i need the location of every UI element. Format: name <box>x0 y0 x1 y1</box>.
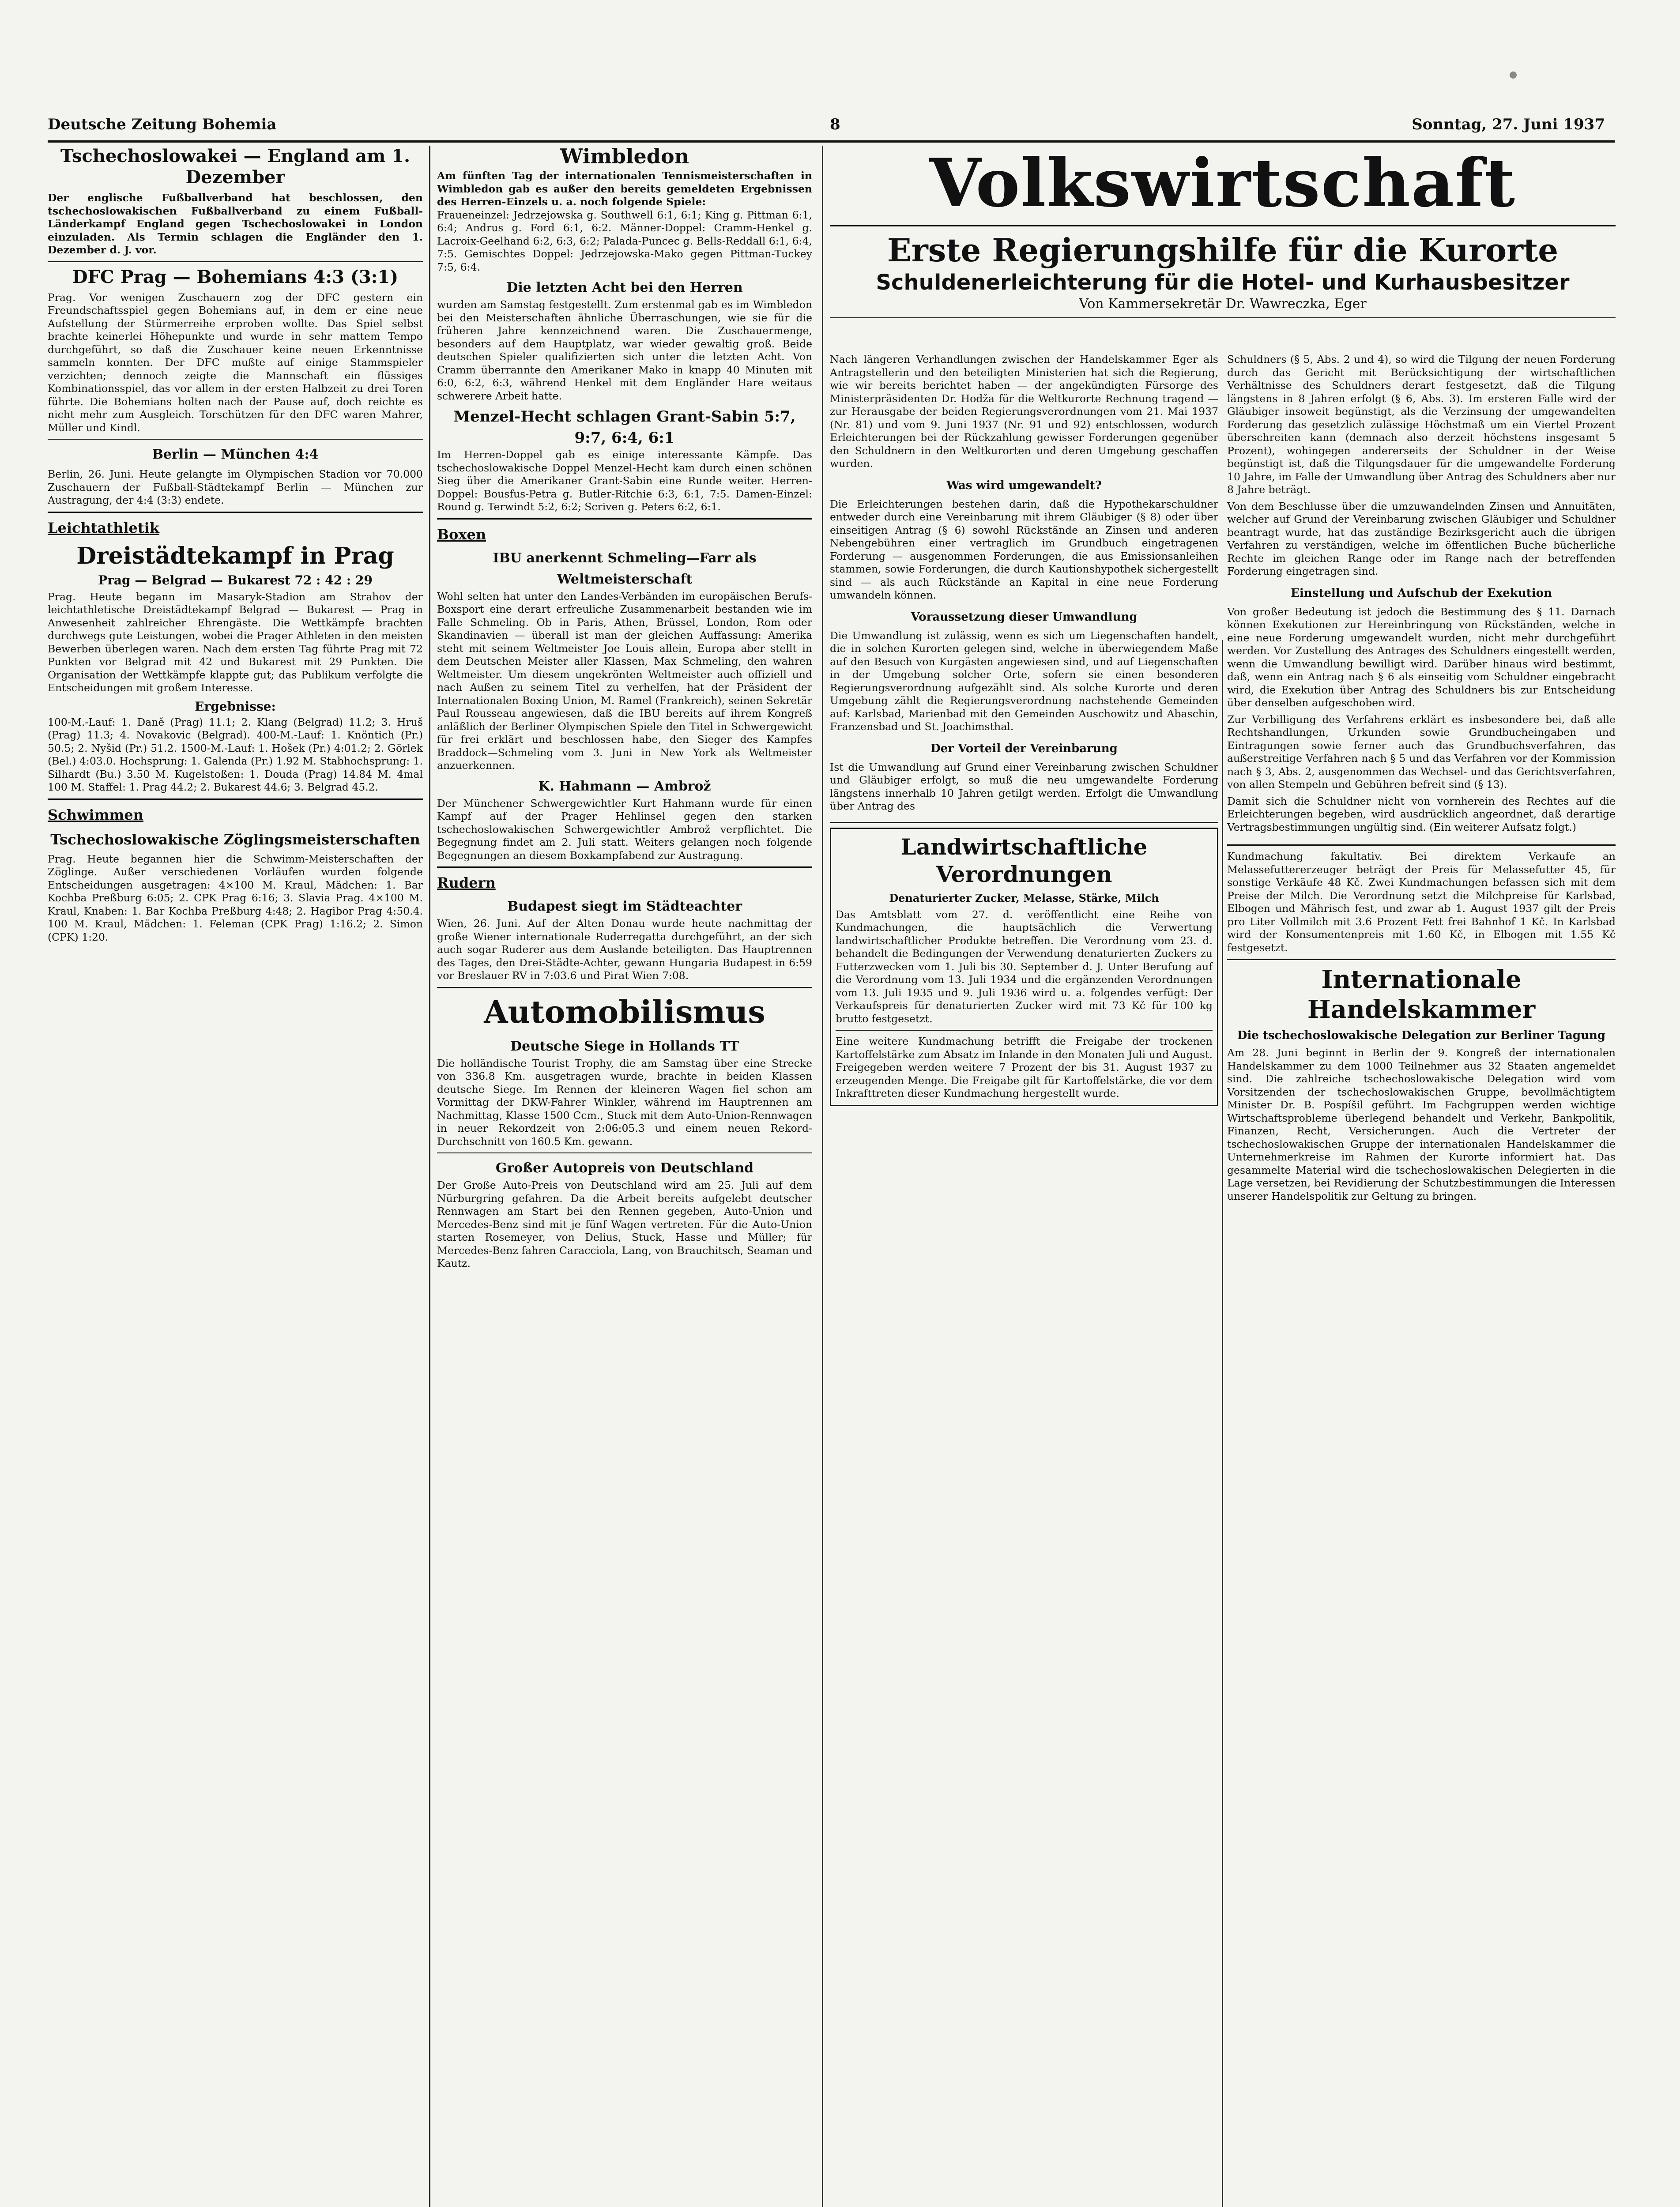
article-body: Berlin, 26. Juni. Heute gelangte im Olympischen Stadion vor 70.000 Zuschauern der Fußball-Städtekampf Berlin — München zur Austragung, der 4:4 (3:3) endete. <box>48 468 423 506</box>
subsection-title: Was wird umgewandelt? <box>946 478 1102 492</box>
article-subtitle: Die tschechoslowakische Delegation zur Berliner Tagung <box>1237 1029 1606 1042</box>
divider <box>437 987 812 988</box>
divider <box>830 225 1616 226</box>
article-body: Zur Verbilligung des Verfahrens erklärt es insbesondere bei, daß alle Rechtshandlungen, Urkunden sowie Grundbucheingaben und Eintragungen sowie ferner auch das Grundbuchsverfahren, das außerstreitige Verfahren nach § 5 und das Verfahren vor der Kommission nach § 3, Abs. 2, ausgenommen das Wechsel- und das Gerichtsverfahren, von allen Stempeln und Gebühren befreit sind (§ 13). <box>1227 713 1616 791</box>
article-subtitle: Prag — Belgrad — Bukarest 72 : 42 : 29 <box>98 572 373 588</box>
column-1 <box>48 146 423 2207</box>
article-title: Großer Autopreis von Deutschland <box>495 1160 754 1176</box>
section-heading: Leichtathletik <box>48 519 159 536</box>
divider <box>48 798 423 800</box>
article-body: Prag. Vor wenigen Zuschauern zog der DFC gestern ein Freundschaftsspiel gegen Bohemians auf, in dem er eine neue Aufstellung der Stürmerreihe erproben wollte. Das Spiel selbst brachte keinerlei Höhepunkte und wurde in sehr mattem Tempo durchgeführt, so daß die Zuschauer keine neuen Erkenntnisse sammeln konnten. Der DFC mußte auf einige Stammspieler verzichten; dennoch zeigte die Mannschaft ein flüssiges Kombinationsspiel, das vor allem in der ersten Halbzeit zu drei Toren führte. Die Bohemians holten nach der Pause auf, doch reichte es nicht mehr zum Ausgleich. Torschützen für den DFC waren Mahrer, Müller und Kindl. <box>48 291 423 434</box>
scan-speck <box>1510 72 1517 79</box>
article-title: Deutsche Siege in Hollands TT <box>510 1038 739 1054</box>
divider <box>437 1152 812 1153</box>
results-list: 100-M.-Lauf: 1. Daně (Prag) 11.1; 2. Klang (Belgrad) 11.2; 3. Hruš (Prag) 11.3; 4. Novakovic (Belgrad). 400-M.-Lauf: 1. Knöntich (Pr.) 50.5; 2. Nyšid (Pr.) 51.2. 1500-M.-Lauf: 1. Hošek (Pr.) 4:01.2; 2. Görlek (Bel.) 4:03.0. Hochsprung: 1. Galenda (Pr.) 1.92 M. Stabhochsprung: 1. Silhardt (Bu.) 3.50 M. Kugelstoßen: 1. Douda (Prag) 14.84 M. 4mal 100 M. Staffel: 1. Prag 44.2; 2. Bukarest 44.6; 3. Belgrad 45.2. <box>48 716 423 793</box>
article-body: Der Münchener Schwergewichtler Kurt Hahmann wurde für einen Kampf auf der Prager Hehlinsel gegen den starken tschechoslowakischen Schwergewichtler Ambrož verpflichtet. Die Begegnung findet am 2. Juli statt. Weiters gelangen noch folgende Begegnungen an diesem Boxkampfabend zur Austragung. <box>437 797 812 862</box>
divider <box>48 439 423 440</box>
agriculture-box <box>830 828 1218 1106</box>
divider <box>836 1030 1213 1031</box>
subsection-title: Einstellung und Aufschub der Exekution <box>1291 586 1552 600</box>
article-title: Internationale Handelskammer <box>1307 965 1536 1024</box>
divider <box>830 822 1218 823</box>
section-masthead: Volkswirtschaft <box>929 144 1516 222</box>
article-title: Budapest siegt im Städteachter <box>507 899 742 914</box>
article-body: Wohl selten hat unter den Landes-Verbänden im europäischen Berufs-Boxsport eine derart erfreuliche Zusammenarbeit bestanden wie im Falle Schmeling. Ob in Paris, Athen, Brüssel, London, Rom oder Skandinavien — überall ist man der gleichen Auffassung: Amerika steht mit seinem Weltmeister Joe Louis allein, Europa aber stellt in dem Deutschen Meister aller Klassen, Max Schmeling, den wahren Weltmeister. Um diesem ungekrönten Weltmeister auch offiziell und nach Außen zu seinem Titel zu verhelfen, hat der Präsident der Internationalen Boxing Union, M. Ramel (Frankreich), seinen Sekretär Paul Rousseau angewiesen, daß die IBU bereits auf ihrem Kongreß anläßlich der Berliner Olympischen Spiele den Titel in Schwergewicht für frei erklärt und beschlossen habe, den Sieger des Kampfes Braddock—Schmeling vom 3. Juni in New York als Weltmeister anzuerkennen. <box>437 590 812 772</box>
column-divider <box>822 146 823 2207</box>
issue-date: Sonntag, 27. Juni 1937 <box>1412 116 1605 133</box>
article-title: K. Hahmann — Ambrož <box>538 778 711 794</box>
column-divider <box>429 146 430 2207</box>
column-4 <box>1227 353 1616 2207</box>
article-title: Tschechoslowakei — England am 1. Dezember <box>60 146 411 188</box>
article-body: Nach längeren Verhandlungen zwischen der Handelskammer Eger als Antragstellerin und den beteiligten Ministerien hat sich die Regierung, wie wir bereits berichtet haben — der angekündigten Fürsorge des Ministerpräsidenten Dr. Hodža für die Weltkurorte Rechnung tragend — zur Herausgabe der beiden Regierungsverordnungen vom 21. Mai 1937 (Nr. 81) und vom 9. Juni 1937 (Nr. 91 und 92) entschlossen, wodurch Erleichterungen bei der Rückzahlung gewisser Forderungen gegenüber den Schuldnern in den Weltkurorten und deren Umgebung geschaffen wurden. <box>830 353 1218 470</box>
article-body: Am 28. Juni beginnt in Berlin der 9. Kongreß der internationalen Handelskammer zu dem 1000 Teilnehmer aus 32 Staaten angemeldet sind. Die zahlreiche tschechoslowakische Delegation wird vom Vorsitzenden der tschechoslowakischen Gruppe, bevollmächtigtem Minister Dr. B. Pospíšil geführt. Im Fachgruppen werden wichtige Wirtschaftsprobleme überlegend behandelt und Verkehr, Bankpolitik, Finanzen, Recht, Versicherungen. Auch die Vertreter der tschechoslowakischen Gruppe der internationalen Handelskammer die Unternehmerkreise im Rahmen der Kurorte informiert hat. Das gesammelte Material wird die tschechoslowakischen Delegierten in die Lage versetzen, bei Revidierung der Schutzbestimmungen die Interessen unserer Handelspolitik zur Geltung zu bringen. <box>1227 1047 1616 1202</box>
divider <box>1227 959 1616 960</box>
article-lead: Der englische Fußballverband hat beschlossen, den tschechoslowakischen Fußballverband zu einem Fußball-Länderkampf England gegen Tschechoslowakei in London einzuladen. Als Termin schlagen die Engländer den 1. Dezember d. J. vor. <box>48 192 423 256</box>
article-title: DFC Prag — Bohemians 4:3 (3:1) <box>72 266 399 287</box>
article-results: Fraueneinzel: Jedrzejowska g. Southwell 6:1, 6:1; King g. Pittman 6:1, 6:4; Andrus g. Ford 6:1, 6:2. Männer-Doppel: Cramm-Henkel g. Lacroix-Geelhand 6:2, 6:3, 6:2; Palada-Puncec g. Bells-Reddall 6:1, 6:4, 7:5. Gemischtes Doppel: Jedrzejowska-Mako gegen Pittman-Tuckey 7:5, 6:4. <box>437 208 812 273</box>
article-body: Schuldners (§ 5, Abs. 2 und 4), so wird die Tilgung der neuen Forderung durch das Gericht mit Berücksichtigung der wirtschaftlichen Verhältnisse des Schuldners derart festgesetzt, daß die Tilgung längstens in 8 Jahren erfolgt (§ 6, Abs. 3). Im ersteren Falle wird der Gläubiger insoweit begünstigt, als die Verzinsung der umgewandelten Forderung das gesetzlich zulässige Höchstmaß um ein Viertel Prozent überschreiten kann (demnach also derzeit höchstens insgesamt 5 Prozent), wohingegen andererseits der Schuldner in der Weise begünstigt ist, daß die Tilgungsdauer für die umgewandelte Forderung 10 Jahre, im Falle der Umwandlung über Antrag des Schuldners aber nur 8 Jahre beträgt. <box>1227 353 1616 496</box>
article-body: Wien, 26. Juni. Auf der Alten Donau wurde heute nachmittag der große Wiener internationale Ruderregatta durchgeführt, an der sich auch sogar Ruderer aus dem Auslande beteiligten. Das Hauptrennen des Tages, den Drei-Städte-Achter, gewann Hungaria Budapest in 6:59 vor Breslauer RV in 7:03.6 und Pirat Wien 7:08. <box>437 917 812 982</box>
subsection-title: Der Vorteil der Vereinbarung <box>930 742 1118 755</box>
main-subheadline: Schuldenerleichterung für die Hotel- und Kurhausbesitzer <box>876 270 1570 295</box>
article-title: Landwirtschaftliche Verordnungen <box>900 833 1148 887</box>
article-body: Eine weitere Kundmachung betrifft die Freigabe der trockenen Kartoffelstärke zum Absatz im Inlande in den Monaten Juli und August. Freigegeben werden weitere 7 Prozent der bis 31. August 1937 zu erzeugenden Menge. Die Freigabe gilt für Kartoffelstärke, die vor dem Inkrafttreten dieser Kundmachung hergestellt wurde. <box>836 1035 1213 1100</box>
byline: Von Kammersekretär Dr. Wawreczka, Eger <box>1079 296 1367 312</box>
article-subtitle: Denaturierter Zucker, Melasse, Stärke, Milch <box>889 891 1159 904</box>
article-title: Berlin — München 4:4 <box>152 447 319 462</box>
article-title: Menzel-Hecht schlagen Grant-Sabin 5:7, 9:7, 6:4, 6:1 <box>453 408 796 447</box>
article-body: wurden am Samstag festgestellt. Zum erstenmal gab es im Wimbledon bei den Meisterschaften ähnliche Überraschungen, wie sie für die früheren Jahre kennzeichnend waren. Die Zuschauermenge, besonders auf dem Hauptplatz, war wieder gewaltig groß. Beide deutschen Spieler qualifizierten sich unter die letzten Acht. Von Cramm überrannte den Amerikaner Mako in knapp 40 Minuten mit 6:0, 6:2, 6:3, während Henkel mit dem Engländer Hare weitaus schwerere Arbeit hatte. <box>437 298 812 402</box>
article-body: Von dem Beschlusse über die umzuwandelnden Zinsen und Annuitäten, welcher auf Grund der Vereinbarung zwischen Gläubiger und Schuldner beantragt wurde, hat das zuständige Bezirksgericht auch die übrigen Verfahren zu verständigen, welche im öffentlichen Buche bücherliche Rechte im gleichen Range oder im Range nach der betreffenden Forderung eingetragen sind. <box>1227 500 1616 577</box>
column-3 <box>830 353 1218 2207</box>
column-2 <box>437 146 812 2207</box>
article-body: Damit sich die Schuldner nicht von vornherein des Rechtes auf die Erleichterungen begeben, wird ausdrücklich angeordnet, daß derartige Vertragsbestimmungen ungültig sind. (Ein weiterer Aufsatz folgt.) <box>1227 795 1616 833</box>
section-heading: Schwimmen <box>48 806 143 823</box>
main-headline: Erste Regierungshilfe für die Kurorte <box>887 231 1559 269</box>
article-body: Im Herren-Doppel gab es einige interessante Kämpfe. Das tschechoslowakische Doppel Menzel-Hecht kam durch einen schönen Sieg über die Amerikaner Grant-Sabin eine Runde weiter. Herren-Doppel: Bousfus-Petra g. Butler-Ritchie 6:3, 6:1, 7:5. Damen-Einzel: Round g. Terwindt 5:2, 6:2; Scriven g. Peters 6:2, 6:1. <box>437 448 812 513</box>
results-label: Ergebnisse: <box>195 699 276 714</box>
article-lead: Am fünften Tag der internationalen Tennismeisterschaften in Wimbledon gab es außer den bereits gemeldeten Ergebnissen des Herren-Einzels u. a. noch folgende Spiele: <box>437 169 812 208</box>
article-body: Das Amtsblatt vom 27. d. veröffentlicht eine Reihe von Kundmachungen, die hauptsächlich die Verwertung landwirtschaftlicher Produkte betreffen. Die Verordnung vom 23. d. behandelt die Bedingungen der Verwendung denaturierten Zuckers zu Futterzwecken vom 1. Juli bis 30. September d. J. Unter Berufung auf die Verordnung vom 13. Juli 1934 und die ergänzenden Verordnungen vom 13. Juli 1935 und 9. Juli 1936 wird u. a. folgendes verfügt: Der Verkaufspreis für denaturierten Zucker wird mit 73 Kč für 100 kg brutto festgesetzt. <box>836 908 1213 1025</box>
divider <box>437 518 812 520</box>
article-body: Ist die Umwandlung auf Grund einer Vereinbarung zwischen Schuldner und Gläubiger erfolgt, so muß die neu umgewandelte Forderung längstens innerhalb 10 Jahren getilgt werden. Erfolgt die Umwandlung über Antrag des <box>830 761 1218 812</box>
column-divider <box>1222 640 1223 2207</box>
article-body: Die Umwandlung ist zulässig, wenn es sich um Liegenschaften handelt, die in solchen Kurorten gelegen sind, welche in überwiegendem Maße auf den Besuch von Kurgästen angewiesen sind, und auf Liegenschaften in der Umgebung solcher Orte, sofern sie einen besonderen Regierungsverordnung aufgezählt sind. Als solche Kurorte und deren Umgebung zählt die Regierungsverordnung nachstehende Gemeinden auf: Karlsbad, Marienbad mit den Gemeinden Auschowitz und Abaschin, Franzensbad und St. Joachimsthal. <box>830 629 1218 733</box>
divider <box>437 866 812 868</box>
divider <box>1227 844 1616 846</box>
article-body: Von großer Bedeutung ist jedoch die Bestimmung des § 11. Darnach können Exekutionen zur Hereinbringung von Rückständen, welche in eine neue Forderung umgewandelt wurden, nicht mehr durchgeführt werden. Vor Zustellung des Antrages des Schuldners eingestellt werden, wenn die Umwandlung bewilligt wird. Darüber hinaus wird bestimmt, daß, wenn ein Antrag nach § 6 als einseitig vom Schuldner eingebracht wird, die Exekution über Antrag des Schuldners bis zur Entscheidung über denselben aufgeschoben wird. <box>1227 605 1616 709</box>
article-title: Wimbledon <box>560 146 689 168</box>
page-number: 8 <box>830 116 840 133</box>
header-rule <box>48 140 1615 143</box>
divider <box>48 261 423 262</box>
article-body: Der Große Auto-Preis von Deutschland wird am 25. Juli auf dem Nürburgring gefahren. Da die Arbeit bereits aufgelebt deutscher Rennwagen am Start bei den Rennen gegeben, Auto-Union und Mercedes-Benz sind mit je fünf Wagen vertreten. Für die Auto-Union starten Rosemeyer, von Delius, Stuck, Hasse und Müller; für Mercedes-Benz fahren Caracciola, Lang, von Brauchitsch, Seaman und Kautz. <box>437 1179 812 1269</box>
article-title: Tschechoslowakische Zöglingsmeisterschaften <box>50 831 420 848</box>
article-title: IBU anerkennt Schmeling—Farr als Weltmeisterschaft <box>493 550 757 587</box>
section-heading: Rudern <box>437 874 496 891</box>
article-title: Dreistädtekampf in Prag <box>76 542 394 569</box>
article-body: Kundmachung fakultativ. Bei direktem Verkaufe an Melassefuttererzeuger beträgt der Preis für Melassefutter 45, für sonstige Verkäufe 48 Kč. Zwei Kundmachungen befassen sich mit dem Preise der Milch. Die Verordnung setzt die Milchpreise für Karlsbad, Elbogen und Mährisch fest, und zwar ab 1. August 1937 gilt der Preis pro Liter Vollmilch mit 3.6 Prozent Fett frei Bahnhof 1 Kč. In Karlsbad wird der Konsumentenpreis mit 1.60 Kč, in Elbogen mit 1.55 Kč festgesetzt. <box>1227 850 1616 954</box>
article-body: Prag. Heute begannen hier die Schwimm-Meisterschaften der Zöglinge. Außer verschiedenen Vorläufen wurden folgende Entscheidungen ausgetragen: 4×100 M. Kraul, Mädchen: 1. Bar Kochba Preßburg 6:05; 2. CPK Prag 6:16; 3. Slavia Prag. 4×100 M. Kraul, Knaben: 1. Bar Kochba Preßburg 4:48; 2. Hagibor Prag 4:50.4. 100 M. Kraul, Mädchen: 1. Feleman (CPK Prag) 1:16.2; 2. Simon (CPK) 1:20. <box>48 852 423 943</box>
article-body: Die Erleichterungen bestehen darin, daß die Hypothekarschuldner entweder durch eine Vereinbarung mit ihrem Gläubiger (§ 8) oder über einseitigen Antrag (§ 6) sowohl Rückstände an Zinsen und anderen Nebengebühren einer vertraglich im Grundbuch eingetragenen Forderung — ausgenommen Forderungen, die aus Emissionsanleihen stammen, sowie Forderungen, die durch Kautionshypothek sichergestellt sind — als auch Rückstände an Kapital in eine neue Forderung umwandeln können. <box>830 497 1218 601</box>
paper-name: Deutsche Zeitung Bohemia <box>48 116 277 133</box>
section-heading: Boxen <box>437 526 486 543</box>
article-body: Prag. Heute begann im Masaryk-Stadion am Strahov der leichtathletische Dreistädtekampf Belgrad — Bukarest — Prag in Anwesenheit zahlreicher Ehrengäste. Die Wettkämpfe brachten durchwegs gute Leistungen, wobei die Prager Athleten in den meisten Bewerben überlegen waren. Nach dem ersten Tag führte Prag mit 72 Punkten vor Belgrad mit 42 und Bukarest mit 29 Punkten. Die Organisation der Wettkämpfe klappte gut; das Publikum verfolgte die Entscheidungen mit großem Interesse. <box>48 590 423 694</box>
article-body: Die holländische Tourist Trophy, die am Samstag über eine Strecke von 336.8 Km. ausgetragen wurde, brachte in beiden Klassen deutsche Siege. Im Rennen der kleineren Wagen fiel schon am Vormittag der DKW-Fahrer Winkler, während im Hauptrennen am Nachmittag, Klasse 1500 Ccm., Stuck mit dem Auto-Union-Rennwagen in neuer Rekordzeit von 2:06:05.3 und einem neuen Rekord-Durchschnitt von 160.5 Km. gewann. <box>437 1057 812 1148</box>
divider <box>48 512 423 513</box>
divider <box>830 317 1616 318</box>
article-title: Die letzten Acht bei den Herren <box>506 280 743 295</box>
subsection-title: Voraussetzung dieser Umwandlung <box>911 610 1138 624</box>
section-masthead: Automobilismus <box>484 993 765 1030</box>
